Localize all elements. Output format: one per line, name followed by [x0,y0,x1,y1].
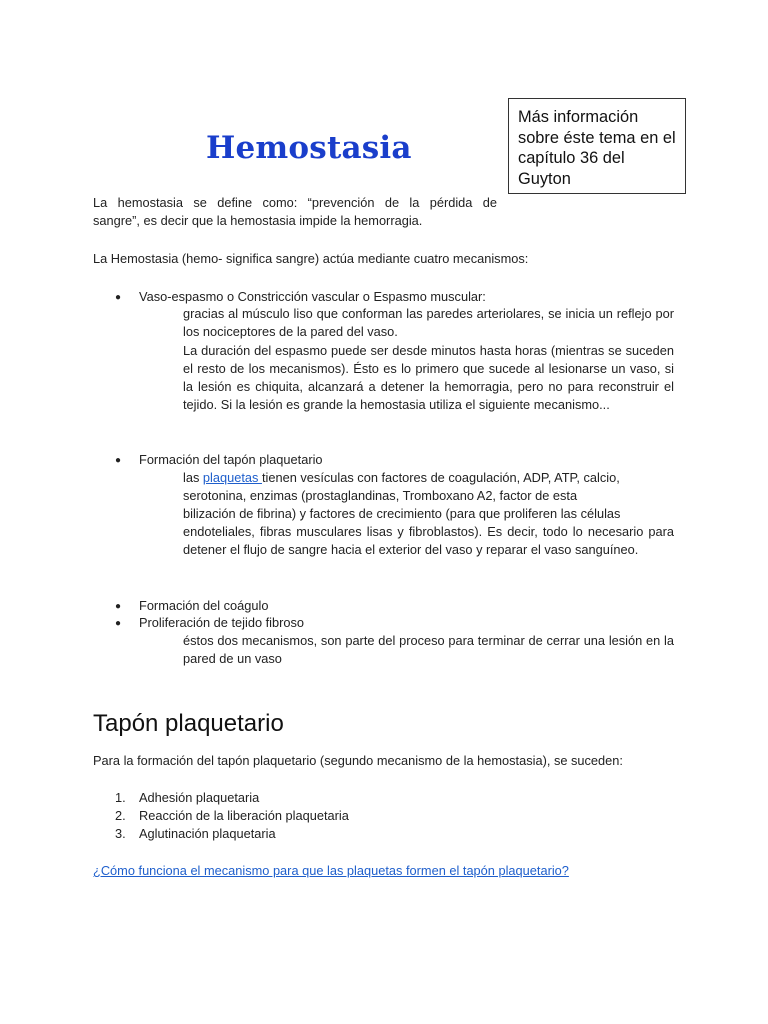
mechanisms-intro: La Hemostasia (hemo- significa sangre) actúa mediante cuatro mecanismos: [93,251,529,266]
mechanism-text-line: bilización de fibrina) y factores de crecimiento (para que proliferen las células [183,506,621,521]
bullet-icon: ● [115,618,122,629]
mechanism-text: La duración del espasmo puede ser desde minutos hasta horas (mientras se suceden el resto de los mecanismos). Ésto es lo primero que sucede al lesionarse un vaso, si la lesión es chiquita, alcanzará a detener la hemorragia, pero no para reconstruir el tejido. Si la lesión es grande la hemostasia utiliza el siguiente mecanismo... [183,343,674,412]
step-label: Aglutinación plaquetaria [139,826,276,841]
intro-line-1: La hemostasia se define como: “prevención de la pérdida de [93,195,497,210]
mechanism-text: gracias al músculo liso que conforman las paredes arteriolares, se inicia un reflejo por los nociceptores de la pared del vaso. [183,306,674,339]
step-number: 2. [115,808,126,823]
info-box: Más información sobre éste tema en el capítulo 36 del Guyton [508,98,686,194]
bullet-icon: ● [115,292,122,303]
text-prefix: las [183,470,203,485]
list-item [115,789,259,807]
intro-line-2: sangre”, es decir que la hemostasia impide la hemorragia. [93,213,423,228]
mechanism-title: Formación del tapón plaquetario [139,452,323,467]
plaquetas-link[interactable]: plaquetas [202,470,262,485]
question-link[interactable]: ¿Cómo funciona el mecanismo para que las plaquetas formen el tapón plaquetario? [93,863,569,878]
step-number: 3. [115,826,126,841]
section-intro: Para la formación del tapón plaquetario (segundo mecanismo de la hemostasia), se suceden: [93,753,623,768]
mechanism-text-line [183,469,674,487]
list-item [115,614,304,633]
mechanism-text: endoteliales, fibras musculares lisas y fibroblastos). Es decir, todo lo necesario para detener el flujo de sangre hacia el exterior del vaso y reparar el vaso sanguíneo. [183,524,674,557]
step-label: Reacción de la liberación plaquetaria [139,808,349,823]
mechanism-title: Vaso-espasmo o Constricción vascular o Espasmo muscular: [139,289,486,304]
section-heading: Tapón plaquetario [93,710,284,737]
step-label: Adhesión plaquetaria [139,790,260,805]
list-item [115,451,323,470]
page-title: Hemostasia [206,130,412,166]
mechanism-text: éstos dos mecanismos, son parte del proceso para terminar de cerrar una lesión en la pared de un vaso [183,633,674,666]
bullet-icon: ● [115,601,122,612]
text-rest: tienen vesículas con factores de coagulación, ADP, ATP, calcio, [261,470,620,485]
mechanism-title: Proliferación de tejido fibroso [139,615,305,630]
bullet-icon: ● [115,455,122,466]
step-number: 1. [115,790,126,805]
list-item [115,807,349,825]
question-link-line [93,862,693,880]
mechanism-title: Formación del coágulo [139,598,269,613]
list-item [115,825,276,843]
mechanism-text-line: serotonina, enzimas (prostaglandinas, Tromboxano A2, factor de esta [183,488,578,503]
